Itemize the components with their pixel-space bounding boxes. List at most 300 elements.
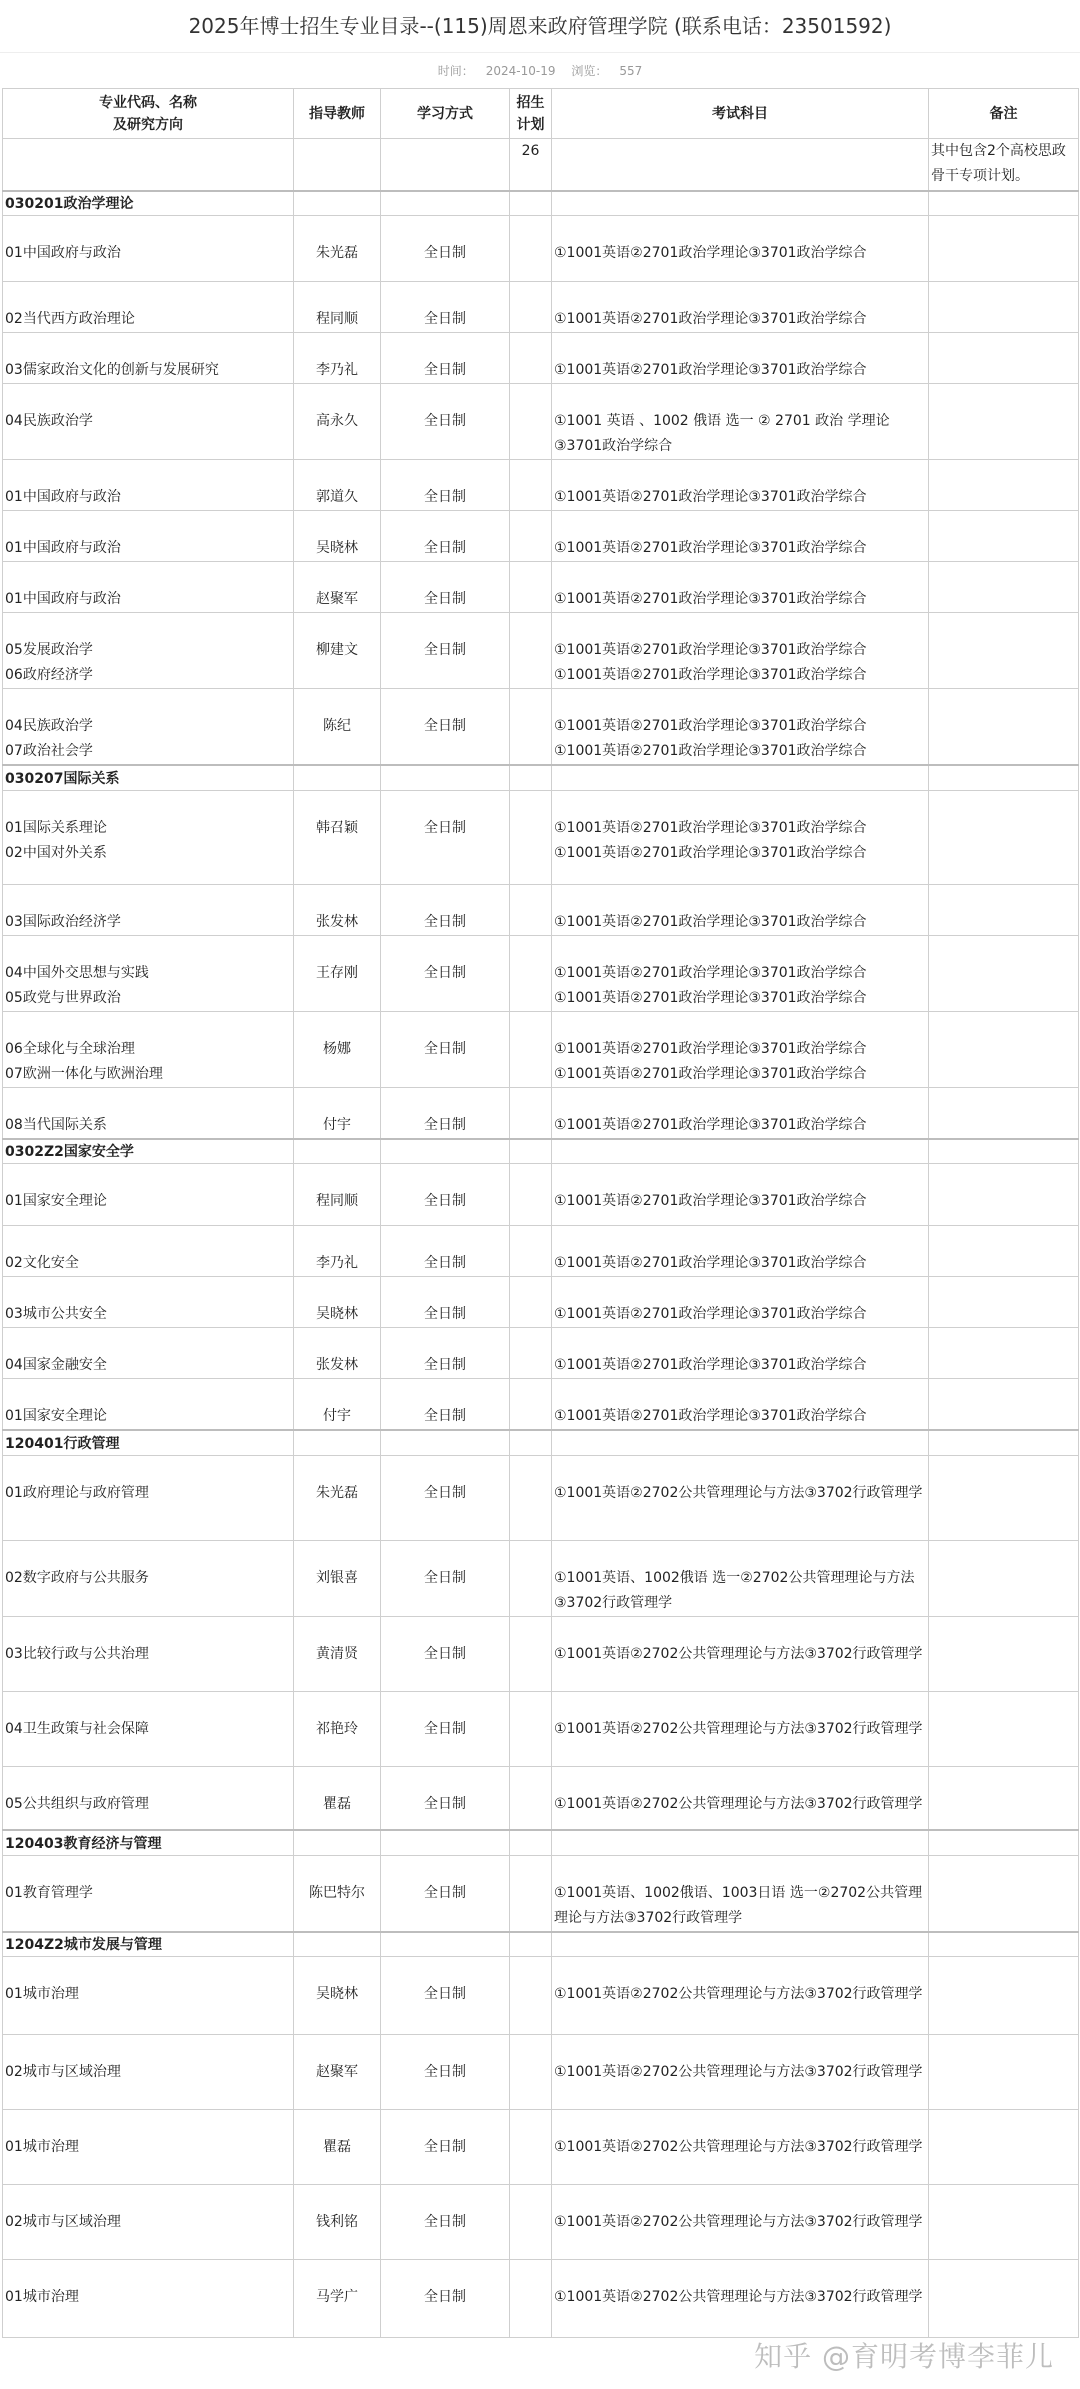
exam-cell [552,790,929,884]
note-cell [929,1226,1079,1277]
direction-list [5,2110,291,2160]
direction-name: 06政府经济学 [5,667,93,683]
teacher-cell [294,1766,381,1830]
direction-cell [3,2110,294,2185]
exam-list [554,511,926,561]
section-blank-cell [381,191,510,216]
table-row [3,2035,1079,2110]
table-row [3,1616,1079,1691]
note-cell [929,1855,1079,1932]
direction-list [5,2185,291,2235]
study-mode: 全日制 [424,1116,466,1133]
exam-list [554,885,926,935]
exam-subjects: ①1001英语②2701政治学理论③3701政治学综合 [554,1408,867,1424]
direction-cell [3,1540,294,1616]
direction-name: 03儒家政治文化的创新与发展研究 [5,362,219,378]
teacher-name: 陈巴特尔 [309,1884,365,1901]
exam-list [554,562,926,612]
exam-list [554,1856,926,1931]
exam-cell [552,1616,929,1691]
exam-list [554,1088,926,1138]
exam-subjects: ①1001英语②2701政治学理论③3701政治学综合 [554,245,867,261]
study-mode: 全日制 [424,718,466,734]
mode-cell [381,1855,510,1932]
section-name: 1204Z2城市发展与管理 [3,1932,294,1957]
direction-list [5,282,291,332]
direction-cell [3,1455,294,1540]
teacher-name: 吴晓林 [316,1986,358,2002]
study-mode: 全日制 [424,1040,466,1057]
direction-cell [3,1855,294,1932]
exam-cell [552,2185,929,2260]
study-mode: 全日制 [424,1569,466,1586]
exam-subjects: ①1001英语、1002俄语 选一②2702公共管理理论与方法③3702行政管理学 [554,1569,915,1611]
exam-subjects: ①1001英语②2702公共管理理论与方法③3702行政管理学 [554,1484,923,1501]
teacher-cell [294,460,381,511]
exam-cell [552,1455,929,1540]
direction-name: 01国际关系理论 [5,819,107,836]
section-blank-cell [510,765,552,790]
exam-cell [552,1957,929,2035]
plan-cell [510,562,552,613]
section-blank-cell [929,1932,1079,1957]
teacher-cell [294,562,381,613]
direction-cell [3,562,294,613]
plan-cell [510,1277,552,1328]
exam-cell [552,562,929,613]
table-row [3,1226,1079,1277]
teacher-name: 赵聚军 [316,2064,358,2080]
direction-list [5,885,291,935]
section-blank-cell [510,1139,552,1164]
note-cell [929,2260,1079,2338]
direction-cell [3,1691,294,1766]
direction-list [5,1692,291,1742]
section-blank-cell [381,1830,510,1855]
exam-cell [552,1226,929,1277]
mode-cell [381,1540,510,1616]
teacher-cell [294,2185,381,2260]
mode-cell [381,216,510,282]
teacher-name: 韩召颖 [316,819,358,836]
direction-cell [3,1226,294,1277]
direction-list [5,1541,291,1591]
plan-cell [510,935,552,1011]
exam-subjects: ①1001英语②2702公共管理理论与方法③3702行政管理学 [554,2214,923,2230]
direction-name: 04民族政治学 [5,413,93,429]
table-row [3,562,1079,613]
study-mode: 全日制 [424,1645,466,1662]
plan-cell [510,2035,552,2110]
plan-cell [510,1957,552,2035]
section-blank-cell [929,1139,1079,1164]
exam-subjects: ①1001英语②2702公共管理理论与方法③3702行政管理学 [554,2064,923,2080]
direction-cell [3,613,294,689]
table-row [3,1164,1079,1226]
section-name: 0302Z2国家安全学 [3,1139,294,1164]
table-row [3,1855,1079,1932]
teacher-name: 付宇 [323,1408,351,1424]
direction-cell [3,2035,294,2110]
teacher-cell [294,2110,381,2185]
teacher-cell [294,1328,381,1379]
teacher-name: 瞿磊 [323,1795,351,1812]
teacher-name: 黄清贤 [316,1645,358,1662]
study-mode: 全日制 [424,1357,466,1373]
note-cell [929,2185,1079,2260]
direction-list [5,333,291,383]
note-cell [929,1011,1079,1087]
mode-cell [381,2260,510,2338]
direction-cell [3,384,294,460]
study-mode: 全日制 [424,1484,466,1501]
study-mode: 全日制 [424,591,466,607]
direction-name: 05政党与世界政治 [5,989,121,1006]
direction-list [5,791,291,866]
teacher-cell [294,613,381,689]
exam-subjects: ①1001英语②2701政治学理论③3701政治学综合 [554,1065,867,1082]
exam-subjects: ①1001英语②2701政治学理论③3701政治学综合 [554,1193,867,1209]
direction-cell [3,1011,294,1087]
table-row [3,935,1079,1011]
exam-cell [552,511,929,562]
study-mode: 全日制 [424,1884,466,1901]
summary-teacher [294,139,381,191]
teacher-cell [294,689,381,766]
plan-cell [510,1379,552,1431]
direction-list [5,511,291,561]
table-row [3,2260,1079,2338]
plan-cell [510,1455,552,1540]
exam-subjects: ①1001英语②2701政治学理论③3701政治学综合 [554,819,867,836]
exam-cell [552,333,929,384]
section-row [3,1932,1079,1957]
study-mode: 全日制 [424,1306,466,1322]
plan-cell [510,216,552,282]
teacher-cell [294,935,381,1011]
note-cell [929,1455,1079,1540]
note-cell [929,2035,1079,2110]
exam-list [554,613,926,688]
mode-cell [381,1164,510,1226]
mode-cell [381,1011,510,1087]
table-row [3,1455,1079,1540]
study-mode: 全日制 [424,1408,466,1424]
teacher-name: 祁艳玲 [316,1720,358,1737]
teacher-name: 马学广 [316,2289,358,2305]
plan-cell [510,384,552,460]
study-mode: 全日制 [424,362,466,378]
table-row [3,884,1079,935]
exam-list [554,1226,926,1276]
teacher-name: 张发林 [316,913,358,930]
exam-cell [552,2110,929,2185]
direction-list [5,1456,291,1506]
note-cell [929,333,1079,384]
mode-cell [381,2035,510,2110]
direction-cell [3,1328,294,1379]
header-note: 备注 [929,89,1079,139]
mode-cell [381,2185,510,2260]
exam-list [554,1379,926,1429]
exam-list [554,1277,926,1327]
direction-name: 04卫生政策与社会保障 [5,1720,149,1737]
direction-name: 02中国对外关系 [5,844,107,861]
exam-list [554,1456,926,1506]
direction-list [5,689,291,764]
table-row [3,1328,1079,1379]
teacher-name: 陈纪 [323,718,351,734]
study-mode: 全日制 [424,913,466,930]
exam-subjects: ①1001英语②2701政治学理论③3701政治学综合 [554,1306,867,1322]
section-blank-cell [929,1830,1079,1855]
section-blank-cell [294,765,381,790]
teacher-cell [294,884,381,935]
teacher-cell [294,790,381,884]
exam-cell [552,1164,929,1226]
exam-cell [552,216,929,282]
mode-cell [381,790,510,884]
direction-list [5,384,291,434]
table-row [3,689,1079,766]
mode-cell [381,1087,510,1139]
direction-name: 03国际政治经济学 [5,913,121,930]
table-row [3,1277,1079,1328]
direction-cell [3,1087,294,1139]
exam-list [554,791,926,866]
teacher-cell [294,1616,381,1691]
mode-cell [381,384,510,460]
teacher-name: 高永久 [316,413,358,429]
study-mode: 全日制 [424,819,466,836]
direction-list [5,1164,291,1214]
direction-name: 01政府理论与政府管理 [5,1484,149,1501]
mode-cell [381,613,510,689]
mode-cell [381,1328,510,1379]
study-mode: 全日制 [424,540,466,556]
teacher-name: 吴晓林 [316,1306,358,1322]
direction-list [5,1379,291,1429]
page-title: 2025年博士招生专业目录--(115)周恩来政府管理学院 (联系电话：23501592) [188,14,892,38]
teacher-name: 瞿磊 [323,2139,351,2155]
exam-cell [552,1691,929,1766]
study-mode: 全日制 [424,1720,466,1737]
note-cell [929,935,1079,1011]
direction-name: 06全球化与全球治理 [5,1040,135,1057]
exam-subjects: ①1001英语、1002俄语、1003日语 选一②2702公共管理理论与方法③3702行政管理学 [554,1884,923,1926]
table-row [3,282,1079,333]
direction-name: 07欧洲一体化与欧洲治理 [5,1065,163,1082]
teacher-cell [294,1011,381,1087]
note-cell [929,460,1079,511]
table-row [3,511,1079,562]
plan-cell [510,2260,552,2338]
section-blank-cell [294,1139,381,1164]
teacher-cell [294,1226,381,1277]
note-text: 其中包含2个高校思政骨干专项计划。 [929,139,1079,191]
exam-subjects: ①1001英语②2702公共管理理论与方法③3702行政管理学 [554,2139,923,2155]
teacher-name: 钱利铭 [316,2214,358,2230]
exam-subjects: ①1001英语②2701政治学理论③3701政治学综合 [554,844,867,861]
article-meta [0,52,1080,89]
teacher-cell [294,384,381,460]
section-blank-cell [381,1139,510,1164]
header-plan: 招生 计划 [510,89,552,139]
direction-cell [3,790,294,884]
teacher-cell [294,1164,381,1226]
direction-name: 01教育管理学 [5,1884,93,1901]
teacher-name: 王存刚 [316,964,358,981]
table-row [3,460,1079,511]
section-row [3,1430,1079,1455]
direction-name: 07政治社会学 [5,743,93,759]
section-blank-cell [929,1430,1079,1455]
mode-cell [381,333,510,384]
summary-dir [3,139,294,191]
direction-list [5,936,291,1011]
exam-subjects: ①1001英语②2701政治学理论③3701政治学综合 [554,591,867,607]
exam-list [554,1328,926,1378]
direction-name: 02数字政府与公共服务 [5,1569,149,1586]
exam-subjects: ①1001英语②2701政治学理论③3701政治学综合 [554,913,867,930]
plan-cell [510,333,552,384]
teacher-name: 杨娜 [323,1040,351,1057]
exam-subjects: ①1001英语②2702公共管理理论与方法③3702行政管理学 [554,1986,923,2002]
exam-list [554,1767,926,1817]
direction-list [5,1856,291,1906]
direction-name: 02当代西方政治理论 [5,311,135,327]
exam-list [554,1012,926,1087]
note-cell [929,790,1079,884]
teacher-cell [294,1277,381,1328]
direction-cell [3,511,294,562]
plan-cell [510,790,552,884]
header-teacher: 指导教师 [294,89,381,139]
exam-subjects: ①1001英语②2701政治学理论③3701政治学综合 [554,642,867,658]
exam-subjects: ①1001英语②2701政治学理论③3701政治学综合 [554,667,867,683]
direction-list [5,1957,291,2007]
direction-cell [3,1616,294,1691]
teacher-name: 朱光磊 [316,245,358,261]
section-blank-cell [381,1932,510,1957]
study-mode: 全日制 [424,245,466,261]
exam-subjects: ①1001英语②2701政治学理论③3701政治学综合 [554,540,867,556]
exam-cell [552,613,929,689]
section-row [3,1830,1079,1855]
direction-cell [3,333,294,384]
note-cell [929,562,1079,613]
exam-subjects: ①1001英语②2701政治学理论③3701政治学综合 [554,489,867,505]
plan-cell [510,2185,552,2260]
exam-subjects: ①1001英语②2701政治学理论③3701政治学综合 [554,743,867,759]
exam-cell [552,935,929,1011]
exam-subjects: ①1001 英语 、1002 俄语 选一 ② 2701 政治 学理论 ③3701政治学综合 [554,413,890,454]
exam-subjects: ①1001英语②2702公共管理理论与方法③3702行政管理学 [554,1795,923,1812]
section-blank-cell [552,1830,929,1855]
section-name: 120403教育经济与管理 [3,1830,294,1855]
teacher-name: 李乃礼 [316,362,358,378]
direction-name: 01城市治理 [5,2289,79,2305]
mode-cell [381,1691,510,1766]
teacher-name: 柳建文 [316,642,358,658]
direction-cell [3,1164,294,1226]
exam-cell [552,884,929,935]
note-cell [929,1957,1079,2035]
teacher-cell [294,1957,381,2035]
section-blank-cell [510,191,552,216]
plan-cell [510,1616,552,1691]
section-blank-cell [294,1932,381,1957]
mode-cell [381,562,510,613]
study-mode: 全日制 [424,1255,466,1271]
header-exam: 考试科目 [552,89,929,139]
teacher-name: 程同顺 [316,1193,358,1209]
direction-name: 01中国政府与政治 [5,540,121,556]
study-mode: 全日制 [424,1795,466,1812]
direction-name: 01城市治理 [5,1986,79,2002]
note-cell [929,884,1079,935]
plan-cell [510,282,552,333]
direction-list [5,1617,291,1667]
section-name: 030207国际关系 [3,765,294,790]
summary-row [3,139,1079,191]
direction-name: 05发展政治学 [5,642,93,658]
exam-subjects: ①1001英语②2702公共管理理论与方法③3702行政管理学 [554,1645,923,1662]
plan-cell [510,2110,552,2185]
exam-list [554,2185,926,2235]
direction-list [5,613,291,688]
exam-list [554,1164,926,1214]
direction-name: 03城市公共安全 [5,1306,107,1322]
study-mode: 全日制 [424,1986,466,2002]
study-mode: 全日制 [424,2064,466,2080]
direction-cell [3,282,294,333]
teacher-name: 朱光磊 [316,1484,358,1501]
time-value: 2024-10-19 [485,64,556,78]
plan-cell [510,1087,552,1139]
section-blank-cell [552,765,929,790]
exam-list [554,333,926,383]
mode-cell [381,460,510,511]
note-cell [929,1087,1079,1139]
table-row [3,333,1079,384]
direction-name: 01城市治理 [5,2139,79,2155]
note-cell [929,1691,1079,1766]
direction-list [5,2035,291,2085]
section-blank-cell [294,191,381,216]
table-row [3,1957,1079,2035]
exam-subjects: ①1001英语②2701政治学理论③3701政治学综合 [554,964,867,981]
mode-cell [381,884,510,935]
direction-cell [3,689,294,766]
teacher-cell [294,1379,381,1431]
exam-cell [552,689,929,766]
mode-cell [381,1277,510,1328]
mode-cell [381,1226,510,1277]
section-row [3,1139,1079,1164]
mode-cell [381,689,510,766]
study-mode: 全日制 [424,489,466,505]
teacher-name: 付宇 [323,1116,351,1133]
exam-subjects: ①1001英语②2701政治学理论③3701政治学综合 [554,1040,867,1057]
section-name: 120401行政管理 [3,1430,294,1455]
direction-name: 02城市与区域治理 [5,2064,121,2080]
table-row [3,1011,1079,1087]
direction-name: 04民族政治学 [5,718,93,734]
table-row [3,2185,1079,2260]
note-cell [929,384,1079,460]
exam-list [554,2035,926,2085]
